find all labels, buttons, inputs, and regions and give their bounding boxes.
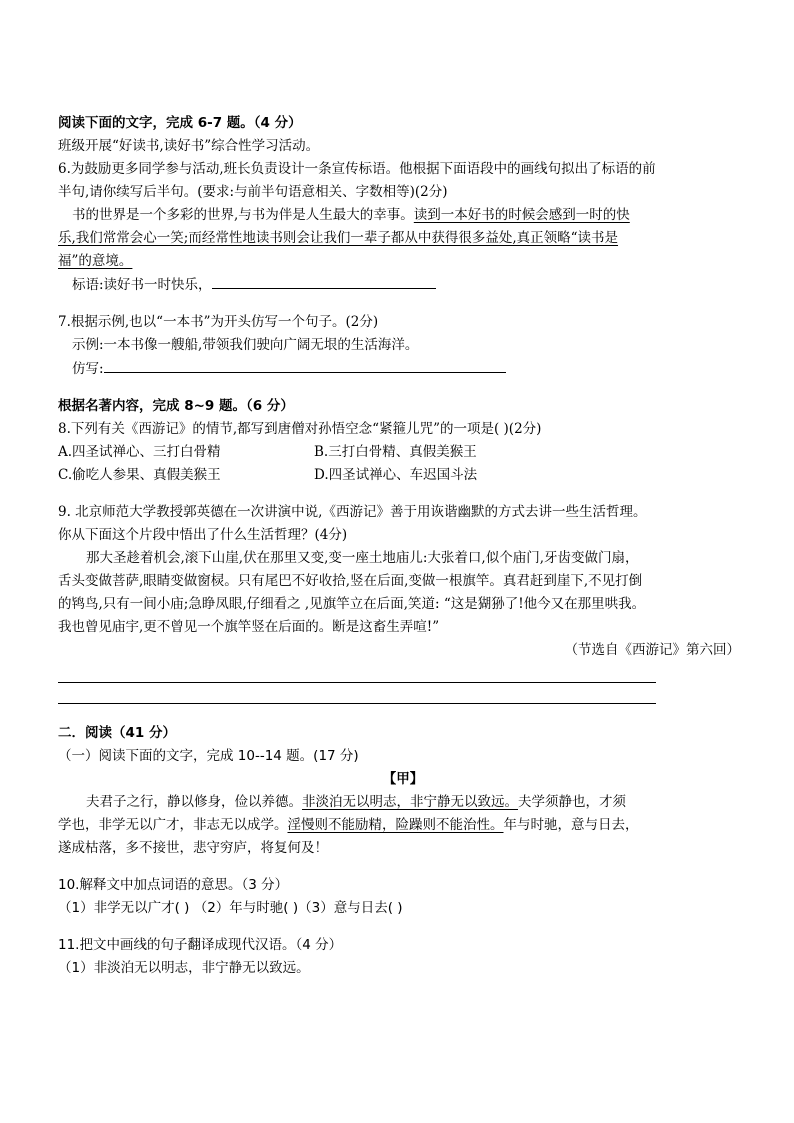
spacer — [58, 381, 748, 395]
q9-prompt-line1: 9. 北京师范大学教授郭英德在一次讲演中说,《西游记》善于用诙谐幽默的方式去讲一些生活哲理。 — [58, 504, 647, 520]
imitate-label: 仿写: — [72, 361, 104, 377]
slogan-label: 标语:读好书一时快乐， — [72, 277, 212, 293]
option-b[interactable]: B.三打白骨精、真假美猴王 — [314, 444, 477, 460]
excerpt-line3: 的鸨鸟,只有一间小庙;急睁凤眼,仔细看之 ,见旗竿立在后面,笑道: “这是猢狲了!他今又在那里哄我。 — [58, 596, 646, 612]
spacer — [58, 860, 748, 874]
q10-items: （1）非学无以广才( ) （2）年与时驰( )（3）意与日去( ) — [58, 900, 403, 916]
classical-text: 学也，非学无以广才，非志无以成学。 — [58, 817, 288, 833]
q11-prompt: 11.把文中画线的句子翻译成现代汉语。（4 分） — [58, 937, 343, 953]
spacer — [58, 704, 748, 722]
excerpt-line2: 舌头变做菩萨,眼睛变做窗棂。只有尾巴不好收拾,竖在后面,变做一根旗竿。真君赶到崖下,不见打倒 — [58, 573, 643, 589]
q89-header: 根据名著内容，完成 8~9 题。（6 分） — [58, 398, 294, 414]
q7-prompt: 7.根据示例,也以“一本书”为开头仿写一个句子。(2分) — [58, 314, 379, 330]
classical-text-line2 — [58, 814, 748, 837]
text-jia-label: 【甲】 — [382, 771, 424, 787]
spacer — [58, 297, 748, 311]
q11-item1: （1）非淡泊无以明志，非宁静无以致远。 — [58, 960, 310, 976]
underlined-sentence-2: 淫慢则不能励精，险躁则不能治性。 — [287, 817, 504, 833]
classical-text-line1 — [58, 791, 748, 814]
q6-prompt-line1: 6.为鼓励更多同学参与活动,班长负责设计一条宣传标语。他根据下面语段中的画线句拟出了标语的前 — [58, 161, 656, 177]
classical-text: 夫学须静也，才须 — [518, 794, 626, 810]
q8-options-row1 — [58, 441, 748, 464]
excerpt-line1: 那大圣趁着机会,滚下山崖,伏在那里又变,变一座土地庙儿:大张着口,似个庙门,牙齿变做门扇， — [86, 550, 639, 566]
option-a[interactable]: A.四圣试禅心、三打白骨精 — [58, 444, 221, 460]
option-c[interactable]: C.偷吃人参果、真假美猴王 — [58, 467, 221, 483]
q67-header: 阅读下面的文字，完成 6-7 题。（4 分） — [58, 115, 302, 131]
activity-intro: 班级开展“好读书,读好书”综合性学习活动。 — [58, 138, 320, 154]
passage-line2: 乐,我们常常会心一笑;而经常性地读书则会让我们一辈子都从中获得很多益处,真正领略“读书是 — [58, 230, 619, 246]
classical-text: 年与时驰，意与日去， — [503, 817, 639, 833]
option-d[interactable]: D.四圣试禅心、车迟国斗法 — [314, 467, 478, 483]
q10-prompt: 10.解释文中加点词语的意思。（3 分） — [58, 877, 289, 893]
imitate-answer-blank[interactable] — [104, 357, 506, 373]
classical-text: 夫君子之行，静以修身，俭以养德。 — [86, 794, 302, 810]
underlined-sentence: 读到一本好书的时候会感到一时的快 — [413, 207, 630, 223]
q9-prompt-line2: 你从下面这个片段中悟出了什么生活哲理？(4分) — [58, 527, 348, 543]
q6-prompt-line2: 半句,请你续写后半句。(要求:与前半句语意相关、字数相等)(2分) — [58, 184, 448, 200]
excerpt-source: （节选自《西游记》第六回） — [564, 642, 740, 658]
slogan-row — [58, 273, 748, 297]
exam-page — [58, 112, 748, 980]
q8-prompt: 8.下列有关《西游记》的情节,都写到唐僧对孙悟空念“紧箍儿咒”的一项是( )(2分) — [58, 421, 542, 437]
section2-subtitle: （一）阅读下面的文字，完成 10--14 题。(17 分) — [58, 748, 359, 764]
spacer — [58, 920, 748, 934]
excerpt-line4: 我也曾见庙宇,更不曾见一个旗竿竖在后面的。断是这畜生弄喧!” — [58, 619, 440, 635]
q9-answer-line2[interactable] — [58, 683, 656, 704]
classical-text-line3: 遂成枯落，多不接世，悲守穷庐，将复何及！ — [58, 840, 328, 856]
passage-line1 — [58, 204, 748, 227]
q8-options-row2 — [58, 464, 748, 487]
q7-example: 示例:一本书像一艘船,带领我们驶向广阔无垠的生活海洋。 — [72, 337, 419, 353]
q7-imitate-row — [58, 357, 748, 381]
slogan-answer-blank[interactable] — [212, 273, 436, 289]
section2-title: 二．阅读（41 分） — [58, 725, 176, 741]
passage-line3: 福”的意境。 — [58, 253, 133, 269]
underlined-sentence-1: 非淡泊无以明志，非宁静无以致远。 — [302, 794, 518, 810]
q9-answer-line1[interactable] — [58, 662, 656, 683]
spacer — [58, 487, 748, 501]
passage-text: 书的世界是一个多彩的世界,与书为伴是人生最大的幸事。 — [72, 207, 414, 223]
